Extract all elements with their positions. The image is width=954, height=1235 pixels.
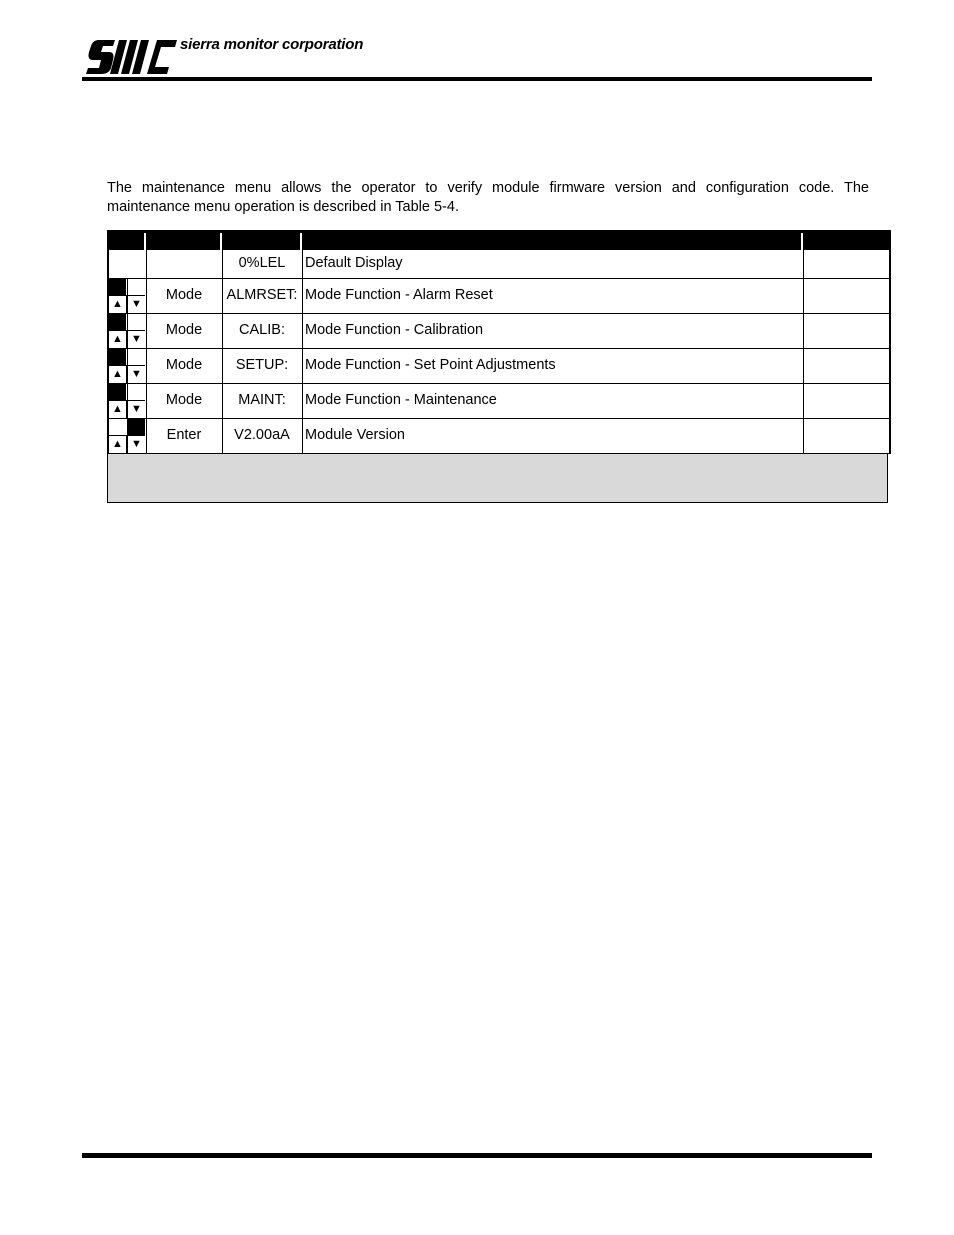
keypad-keys <box>109 250 146 278</box>
description-cell <box>305 349 800 383</box>
description-cell-text: Mode Function - Maintenance <box>305 392 497 409</box>
column-divider <box>222 419 223 453</box>
column-divider <box>302 250 303 278</box>
column-divider <box>302 419 303 453</box>
description-cell <box>305 314 800 348</box>
description-cell-text: Mode Function - Alarm Reset <box>305 287 493 304</box>
button-cell <box>146 314 222 348</box>
column-divider <box>146 384 147 418</box>
key-divider <box>127 279 128 313</box>
down-arrow-icon: ▼ <box>127 435 145 453</box>
description-cell <box>305 279 800 313</box>
up-arrow-icon: ▲ <box>109 330 127 348</box>
button-cell-text: Mode <box>165 357 203 374</box>
table-row <box>107 419 891 454</box>
display-cell-text: SETUP: <box>235 357 289 374</box>
down-arrow-icon: ▼ <box>127 330 145 348</box>
display-cell <box>222 250 302 278</box>
display-cell-text: CALIB: <box>239 322 285 339</box>
button-cell-text: Mode <box>165 322 203 339</box>
button-cell <box>146 279 222 313</box>
key-divider <box>127 349 128 383</box>
key-divider <box>127 419 128 453</box>
button-cell-text: Mode <box>165 392 203 409</box>
button-cell-text: Enter <box>166 427 202 444</box>
button-cell <box>146 419 222 453</box>
table-header-bar <box>107 230 891 250</box>
down-arrow-icon: ▼ <box>127 295 145 313</box>
display-cell-text: MAINT: <box>238 392 286 409</box>
table-row <box>107 384 891 419</box>
down-arrow-icon: ▼ <box>127 365 145 383</box>
column-divider <box>803 419 804 453</box>
intro-paragraph: The maintenance menu allows the operator to verify module firmware version and configuration code. The maintenance menu operation is described in Table 5-4. <box>107 180 869 215</box>
display-cell <box>222 349 302 383</box>
column-divider <box>222 279 223 313</box>
mode-key-icon <box>109 349 126 366</box>
column-divider <box>146 279 147 313</box>
column-divider <box>146 349 147 383</box>
table-note-area <box>107 454 888 503</box>
up-arrow-icon: ▲ <box>109 295 127 313</box>
description-cell-text: Mode Function - Set Point Adjustments <box>305 357 556 374</box>
column-divider <box>803 250 804 278</box>
table-row <box>107 250 891 279</box>
header-rule <box>82 77 872 81</box>
up-arrow-icon: ▲ <box>109 365 127 383</box>
display-cell <box>222 419 302 453</box>
mode-key-icon <box>109 384 126 401</box>
button-cell-text: Mode <box>165 287 203 304</box>
column-divider <box>803 384 804 418</box>
column-divider <box>222 349 223 383</box>
display-cell <box>222 314 302 348</box>
display-cell <box>222 279 302 313</box>
column-divider <box>803 314 804 348</box>
description-cell-text: Default Display <box>305 255 403 272</box>
mode-key-icon <box>109 314 126 331</box>
description-cell <box>305 250 800 278</box>
key-divider <box>127 314 128 348</box>
key-divider <box>127 384 128 418</box>
table-row <box>107 279 891 314</box>
table-row <box>107 349 891 384</box>
display-cell-text: V2.00aA <box>234 427 290 444</box>
down-arrow-icon: ▼ <box>127 400 145 418</box>
column-divider <box>146 419 147 453</box>
button-cell <box>146 250 222 278</box>
column-divider <box>803 279 804 313</box>
column-divider <box>803 349 804 383</box>
description-cell <box>305 384 800 418</box>
up-arrow-icon: ▲ <box>109 435 127 453</box>
button-cell <box>146 349 222 383</box>
column-divider <box>222 384 223 418</box>
button-cell <box>146 384 222 418</box>
footer-rule <box>82 1153 872 1158</box>
column-divider <box>302 349 303 383</box>
display-cell <box>222 384 302 418</box>
column-divider <box>222 314 223 348</box>
mode-key-icon <box>109 279 126 296</box>
up-arrow-icon: ▲ <box>109 400 127 418</box>
description-cell <box>305 419 800 453</box>
description-cell-text: Mode Function - Calibration <box>305 322 484 339</box>
display-cell-text: 0%LEL <box>238 255 286 272</box>
column-divider <box>222 250 223 278</box>
enter-key-icon <box>128 419 145 436</box>
column-divider <box>146 250 147 278</box>
maintenance-menu-table <box>107 230 891 503</box>
display-cell-text: ALMRSET: <box>226 287 298 304</box>
description-cell-text: Module Version <box>305 427 405 444</box>
column-divider <box>302 384 303 418</box>
table-row <box>107 314 891 349</box>
column-divider <box>302 279 303 313</box>
column-divider <box>146 314 147 348</box>
smc-logo <box>85 38 185 76</box>
company-name: sierra monitor corporation <box>180 36 364 53</box>
column-divider <box>302 314 303 348</box>
